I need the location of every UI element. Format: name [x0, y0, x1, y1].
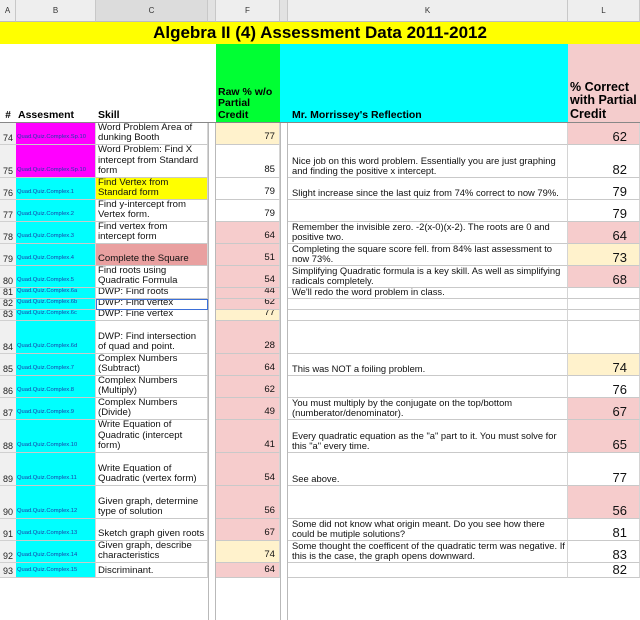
assessment-cell[interactable]: Quad.Quiz.Complex.6c — [16, 310, 96, 321]
skill-cell[interactable]: Find vertex from intercept form — [96, 222, 208, 244]
reflection-cell[interactable]: Remember the invisible zero. -2(x-0)(x-2). The roots are 0 and positive two. — [288, 222, 568, 244]
percent-correct-cell[interactable]: 65 — [568, 420, 640, 453]
percent-correct-cell[interactable]: 56 — [568, 486, 640, 519]
row-number[interactable]: 83 — [0, 310, 16, 321]
percent-correct-cell[interactable] — [568, 310, 640, 321]
row-number[interactable]: 89 — [0, 453, 16, 486]
assessment-cell[interactable]: Quad.Quiz.Complex.13 — [16, 519, 96, 541]
row-number[interactable]: 91 — [0, 519, 16, 541]
reflection-cell[interactable] — [288, 123, 568, 145]
raw-percent-cell[interactable]: 74 — [216, 541, 280, 563]
reflection-cell[interactable]: Some thought the coefficent of the quadratic term was negative. If this is the case, the graph opens downward. — [288, 541, 568, 563]
header-number[interactable]: # — [0, 44, 16, 123]
raw-percent-cell[interactable]: 62 — [216, 299, 280, 310]
column-header-k[interactable]: K — [288, 0, 568, 22]
skill-cell[interactable]: Complex Numbers (Subtract) — [96, 354, 208, 376]
percent-correct-cell[interactable]: 82 — [568, 563, 640, 578]
skill-cell[interactable]: DWP: Find intersection of quad and point. — [96, 321, 208, 354]
skill-cell[interactable]: Complex Numbers (Divide) — [96, 398, 208, 420]
row-number[interactable]: 74 — [0, 123, 16, 145]
header-skill[interactable]: Skill — [96, 44, 208, 123]
skill-cell[interactable]: DWP: Fine vertex — [96, 310, 208, 321]
assessment-cell[interactable]: Quad.Quiz.Complex.1 — [16, 178, 96, 200]
reflection-cell[interactable]: We'll redo the word problem in class. — [288, 288, 568, 299]
percent-correct-cell[interactable]: 82 — [568, 145, 640, 178]
row-number[interactable]: 86 — [0, 376, 16, 398]
raw-percent-cell[interactable]: 41 — [216, 420, 280, 453]
raw-percent-cell[interactable]: 64 — [216, 354, 280, 376]
column-header-b[interactable]: B — [16, 0, 96, 22]
assessment-cell[interactable]: Quad.Quiz.Complex.15 — [16, 563, 96, 578]
raw-percent-cell[interactable]: 85 — [216, 145, 280, 178]
row-number[interactable]: 85 — [0, 354, 16, 376]
percent-correct-cell[interactable]: 83 — [568, 541, 640, 563]
assessment-cell[interactable]: Quad.Quiz.Complex.10 — [16, 420, 96, 453]
raw-percent-cell[interactable]: 49 — [216, 398, 280, 420]
assessment-cell[interactable]: Quad.Quiz.Complex.9 — [16, 398, 96, 420]
raw-percent-cell[interactable]: 79 — [216, 178, 280, 200]
reflection-cell[interactable]: This was NOT a foiling problem. — [288, 354, 568, 376]
skill-cell[interactable]: Sketch graph given roots — [96, 519, 208, 541]
reflection-cell[interactable]: Slight increase since the last quiz from 74% correct to now 79%. — [288, 178, 568, 200]
column-header-a[interactable]: A — [0, 0, 16, 22]
row-number[interactable]: 93 — [0, 563, 16, 578]
percent-correct-cell[interactable]: 67 — [568, 398, 640, 420]
reflection-cell[interactable]: Completing the square score fell. from 84% last assessment to now 73%. — [288, 244, 568, 266]
row-number[interactable]: 78 — [0, 222, 16, 244]
raw-percent-cell[interactable]: 77 — [216, 123, 280, 145]
skill-cell[interactable]: Word Problem Area of dunking Booth — [96, 123, 208, 145]
skill-cell[interactable]: Find Vertex from Standard form — [96, 178, 208, 200]
row-number[interactable]: 77 — [0, 200, 16, 222]
assessment-cell[interactable]: Quad.Quiz.Complex.6d — [16, 321, 96, 354]
reflection-cell[interactable] — [288, 310, 568, 321]
percent-correct-cell[interactable]: 77 — [568, 453, 640, 486]
percent-correct-cell[interactable]: 79 — [568, 178, 640, 200]
raw-percent-cell[interactable]: 44 — [216, 288, 280, 299]
assessment-cell[interactable]: Quad.Quiz.Complex.Sp.10 — [16, 123, 96, 145]
assessment-cell[interactable]: Quad.Quiz.Complex.3 — [16, 222, 96, 244]
reflection-cell[interactable]: Simplifying Quadratic formula is a key skill. As well as simplifying radicals completely. — [288, 266, 568, 288]
reflection-cell[interactable]: Every quadratic equation as the "a" part to it. You must solve for this "a" every time. — [288, 420, 568, 453]
percent-correct-cell[interactable]: 79 — [568, 200, 640, 222]
row-number[interactable]: 87 — [0, 398, 16, 420]
skill-cell[interactable]: Find roots using Quadratic Formula — [96, 266, 208, 288]
skill-cell[interactable]: Complete the Square — [96, 244, 208, 266]
row-number[interactable]: 75 — [0, 145, 16, 178]
reflection-cell[interactable] — [288, 563, 568, 578]
reflection-cell[interactable] — [288, 200, 568, 222]
reflection-cell[interactable]: You must multiply by the conjugate on the top/bottom (numberator/denominator). — [288, 398, 568, 420]
reflection-cell[interactable] — [288, 486, 568, 519]
reflection-cell[interactable] — [288, 376, 568, 398]
raw-percent-cell[interactable]: 67 — [216, 519, 280, 541]
reflection-cell[interactable]: Nice job on this word problem. Essentially you are just graphing and finding the positive x intercept. — [288, 145, 568, 178]
assessment-cell[interactable]: Quad.Quiz.Complex.14 — [16, 541, 96, 563]
reflection-cell[interactable]: See above. — [288, 453, 568, 486]
assessment-cell[interactable]: Quad.Quiz.Complex.12 — [16, 486, 96, 519]
row-number[interactable]: 92 — [0, 541, 16, 563]
reflection-cell[interactable]: Some did not know what origin meant. Do you see how there could be mutiple solutions? — [288, 519, 568, 541]
raw-percent-cell[interactable]: 54 — [216, 453, 280, 486]
raw-percent-cell[interactable]: 28 — [216, 321, 280, 354]
assessment-cell[interactable]: Quad.Quiz.Complex.6a — [16, 288, 96, 299]
reflection-cell[interactable] — [288, 299, 568, 310]
raw-percent-cell[interactable]: 62 — [216, 376, 280, 398]
percent-correct-cell[interactable]: 73 — [568, 244, 640, 266]
percent-correct-cell[interactable]: 64 — [568, 222, 640, 244]
skill-cell[interactable]: Find y-intercept from Vertex form. — [96, 200, 208, 222]
assessment-cell[interactable]: Quad.Quiz.Complex.4 — [16, 244, 96, 266]
sheet-title[interactable]: Algebra II (4) Assessment Data 2011-2012 — [0, 22, 640, 45]
row-number[interactable]: 82 — [0, 299, 16, 310]
assessment-cell[interactable]: Quad.Quiz.Complex.5 — [16, 266, 96, 288]
raw-percent-cell[interactable]: 56 — [216, 486, 280, 519]
skill-cell[interactable]: Discriminant. — [96, 563, 208, 578]
skill-cell[interactable]: Write Equation of Quadratic (vertex form) — [96, 453, 208, 486]
assessment-cell[interactable]: Quad.Quiz.Complex.6b — [16, 299, 96, 310]
raw-percent-cell[interactable]: 79 — [216, 200, 280, 222]
hidden-gap — [280, 44, 288, 123]
percent-correct-cell[interactable]: 74 — [568, 354, 640, 376]
skill-cell[interactable]: Word Problem: Find X intercept from Standard form — [96, 145, 208, 178]
header-raw-percent[interactable]: Raw % w/o Partial Credit — [216, 44, 280, 123]
row-number[interactable]: 76 — [0, 178, 16, 200]
raw-percent-cell[interactable]: 51 — [216, 244, 280, 266]
row-number[interactable]: 88 — [0, 420, 16, 453]
assessment-cell[interactable]: Quad.Quiz.Complex.Sp.10 — [16, 145, 96, 178]
row-number[interactable]: 79 — [0, 244, 16, 266]
skill-cell[interactable]: Complex Numbers (Multiply) — [96, 376, 208, 398]
header-reflection[interactable]: Mr. Morrissey's Reflection — [288, 44, 568, 123]
percent-correct-cell[interactable] — [568, 321, 640, 354]
hidden-column-divider — [280, 123, 288, 620]
hidden-columns-marker[interactable] — [280, 0, 288, 22]
reflection-cell[interactable] — [288, 321, 568, 354]
assessment-cell[interactable]: Quad.Quiz.Complex.8 — [16, 376, 96, 398]
row-number[interactable]: 80 — [0, 266, 16, 288]
percent-correct-cell[interactable]: 76 — [568, 376, 640, 398]
hidden-column-divider — [208, 123, 216, 620]
percent-correct-cell[interactable] — [568, 288, 640, 299]
skill-cell[interactable]: DWP: Find roots — [96, 288, 208, 299]
row-number[interactable]: 84 — [0, 321, 16, 354]
assessment-cell[interactable]: Quad.Quiz.Complex.2 — [16, 200, 96, 222]
percent-correct-cell[interactable]: 68 — [568, 266, 640, 288]
row-number[interactable]: 90 — [0, 486, 16, 519]
row-number[interactable]: 81 — [0, 288, 16, 299]
assessment-cell[interactable]: Quad.Quiz.Complex.7 — [16, 354, 96, 376]
raw-percent-cell[interactable]: 64 — [216, 563, 280, 578]
hidden-gap — [208, 44, 216, 123]
column-header-f[interactable]: F — [216, 0, 280, 22]
skill-cell[interactable]: Write Equation of Quadratic (intercept form) — [96, 420, 208, 453]
skill-cell[interactable]: Given graph, describe characteristics — [96, 541, 208, 563]
skill-cell[interactable]: Given graph, determine type of solution — [96, 486, 208, 519]
percent-correct-cell[interactable] — [568, 299, 640, 310]
raw-percent-cell[interactable]: 64 — [216, 222, 280, 244]
header-percent-correct[interactable]: % Correct with Partial Credit — [568, 44, 640, 123]
percent-correct-cell[interactable]: 62 — [568, 123, 640, 145]
header-assessment[interactable]: Assesment — [16, 44, 96, 123]
assessment-cell[interactable]: Quad.Quiz.Complex.11 — [16, 453, 96, 486]
hidden-columns-marker[interactable] — [208, 0, 216, 22]
skill-cell[interactable]: DWP: Find vertex — [96, 299, 208, 310]
column-header-l[interactable]: L — [568, 0, 640, 22]
raw-percent-cell[interactable]: 54 — [216, 266, 280, 288]
raw-percent-cell[interactable]: 77 — [216, 310, 280, 321]
percent-correct-cell[interactable]: 81 — [568, 519, 640, 541]
column-header-c[interactable]: C — [96, 0, 208, 22]
